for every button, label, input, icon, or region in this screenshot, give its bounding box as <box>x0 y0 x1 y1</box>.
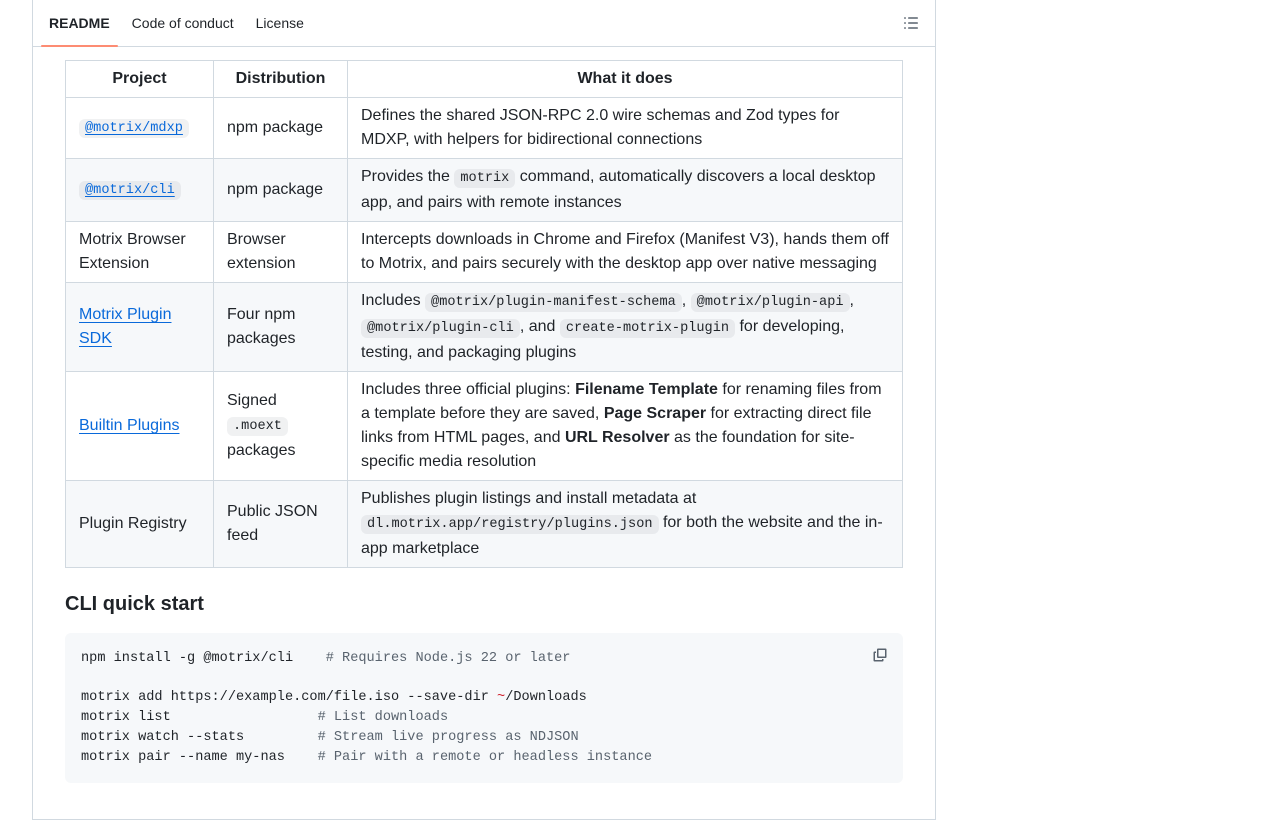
copy-button[interactable] <box>872 647 888 663</box>
project-cell <box>66 159 214 222</box>
inline-code: motrix <box>454 169 515 188</box>
tab-code-of-conduct[interactable]: Code of conduct <box>131 15 234 31</box>
inline-code: @motrix/plugin-manifest-schema <box>425 293 682 312</box>
readme-content <box>33 47 935 783</box>
distribution-cell: npm package <box>214 159 348 222</box>
distribution-cell: Browser extension <box>214 222 348 283</box>
table-row <box>66 159 903 222</box>
table-row <box>66 222 903 283</box>
project-cell <box>66 283 214 372</box>
inline-code: @motrix/plugin-api <box>691 293 850 312</box>
column-header-project: Project <box>66 61 214 98</box>
description-cell: Includes @motrix/plugin-manifest-schema , @motrix/plugin-api , @motrix/plugin-cli , and create-motrix-plugin for developing, testing, and packaging plugins <box>348 283 903 372</box>
column-header-distribution: Distribution <box>214 61 348 98</box>
inline-code: .moext <box>227 417 288 436</box>
copy-icon <box>872 647 888 663</box>
project-link-cli[interactable]: @motrix/cli <box>79 180 181 197</box>
projects-table <box>65 60 903 568</box>
list-unordered-icon <box>903 15 919 31</box>
description-cell: Intercepts downloads in Chrome and Firefox (Manifest V3), hands them off to Motrix, and pairs securely with the desktop app over native messaging <box>348 222 903 283</box>
project-link-mdxp[interactable]: @motrix/mdxp <box>79 118 189 135</box>
inline-code: @motrix/plugin-cli <box>361 319 520 338</box>
tab-readme[interactable]: README <box>41 0 118 46</box>
project-link-plugin-sdk[interactable]: Motrix Plugin SDK <box>79 306 172 347</box>
project-cell <box>66 98 214 159</box>
project-link-builtin-plugins[interactable]: Builtin Plugins <box>79 417 180 434</box>
readme-tabs <box>33 0 935 47</box>
table-row <box>66 283 903 372</box>
section-heading-cli-quick-start: CLI quick start <box>65 593 204 615</box>
description-cell: Publishes plugin listings and install metadata at dl.motrix.app/registry/plugins.json for both the website and the in-app marketplace <box>348 481 903 568</box>
project-cell: Motrix Browser Extension <box>66 222 214 283</box>
distribution-cell: npm package <box>214 98 348 159</box>
distribution-cell: Four npm packages <box>214 283 348 372</box>
inline-code: dl.motrix.app/registry/plugins.json <box>361 515 659 534</box>
description-cell: Defines the shared JSON-RPC 2.0 wire schemas and Zod types for MDXP, with helpers for bidirectional connections <box>348 98 903 159</box>
tab-license[interactable]: License <box>255 15 304 31</box>
code-content: npm install -g @motrix/cli # Requires Node.js 22 or later motrix add https://example.com/file.iso --save-dir ~/Downloads motrix list # List downloads motrix watch --stats # Stream live progress as NDJSON motrix pair --name my-nas # Pair with a remote or headless instance <box>81 651 653 765</box>
table-header-row <box>66 61 903 98</box>
project-cell <box>66 372 214 481</box>
table-row <box>66 372 903 481</box>
code-block <box>65 633 903 783</box>
description-cell: Provides the motrix command, automatically discovers a local desktop app, and pairs with remote instances <box>348 159 903 222</box>
column-header-what-it-does: What it does <box>348 61 903 98</box>
table-row <box>66 481 903 568</box>
table-row <box>66 98 903 159</box>
readme-panel <box>32 0 936 820</box>
distribution-cell: Public JSON feed <box>214 481 348 568</box>
description-cell: Includes three official plugins: Filename Template for renaming files from a template before they are saved, Page Scraper for extracting direct file links from HTML pages, and URL Resolver as the foundation for site-specific media resolution <box>348 372 903 481</box>
inline-code: create-motrix-plugin <box>560 319 735 338</box>
project-cell: Plugin Registry <box>66 481 214 568</box>
outline-button[interactable] <box>903 15 919 31</box>
distribution-cell: Signed .moext packages <box>214 372 348 481</box>
